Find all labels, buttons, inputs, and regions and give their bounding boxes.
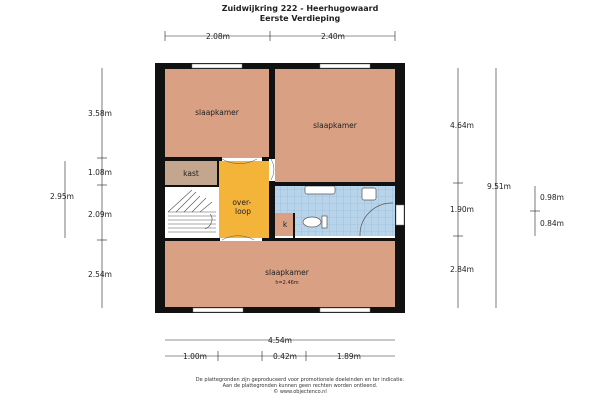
dim-left-b: 1.08m [87, 168, 113, 177]
slaapkamer-left-label: slaapkamer [195, 108, 239, 117]
overloop-label-line1: over- [232, 198, 252, 207]
disclaimer-line-3: © www.objectenco.nl [273, 389, 327, 395]
dim-right-total: 9.51m [486, 182, 512, 191]
dim-right-a: 4.64m [449, 121, 475, 130]
disclaimer-line-1: De plattegronden zijn geproduceerd voor promotionele doeleinden en ter indicatie. [195, 377, 405, 383]
dim-left-c: 2.09m [87, 210, 113, 219]
disclaimer-line-2: Aan de plattegronden kunnen geen rechten worden ontleend. [222, 383, 378, 389]
dim-right-d: 0.98m [539, 193, 565, 202]
dim-right-b: 1.90m [449, 205, 475, 214]
dim-right-c: 2.84m [449, 265, 475, 274]
dim-right-e: 0.84m [539, 219, 565, 228]
disclaimer [0, 377, 600, 395]
slaapkamer-right-label: slaapkamer [313, 121, 357, 130]
plan-subtitle: Eerste Verdieping [259, 14, 341, 23]
dim-bottom-c: 1.89m [336, 352, 362, 361]
ceiling-height-label: h=2.46m [275, 280, 299, 286]
k-label: k [282, 220, 288, 229]
dim-top-left: 2.08m [205, 32, 231, 41]
plan-title: Zuidwijkring 222 - Heerhugowaard [221, 4, 379, 13]
overloop-label-line2: loop [234, 207, 252, 216]
kast-label: kast [183, 169, 199, 178]
dim-left-d: 2.54m [87, 270, 113, 279]
dim-bottom-a: 1.00m [182, 352, 208, 361]
dim-bottom-b: 0.42m [272, 352, 298, 361]
overloop-label [232, 198, 253, 216]
dim-bottom-total: 4.54m [267, 336, 293, 345]
dim-left-a: 3.58m [87, 109, 113, 118]
dim-stair: 2.95m [49, 192, 75, 201]
dim-top-right: 2.40m [320, 32, 346, 41]
slaapkamer-bottom-label: slaapkamer [265, 268, 309, 277]
